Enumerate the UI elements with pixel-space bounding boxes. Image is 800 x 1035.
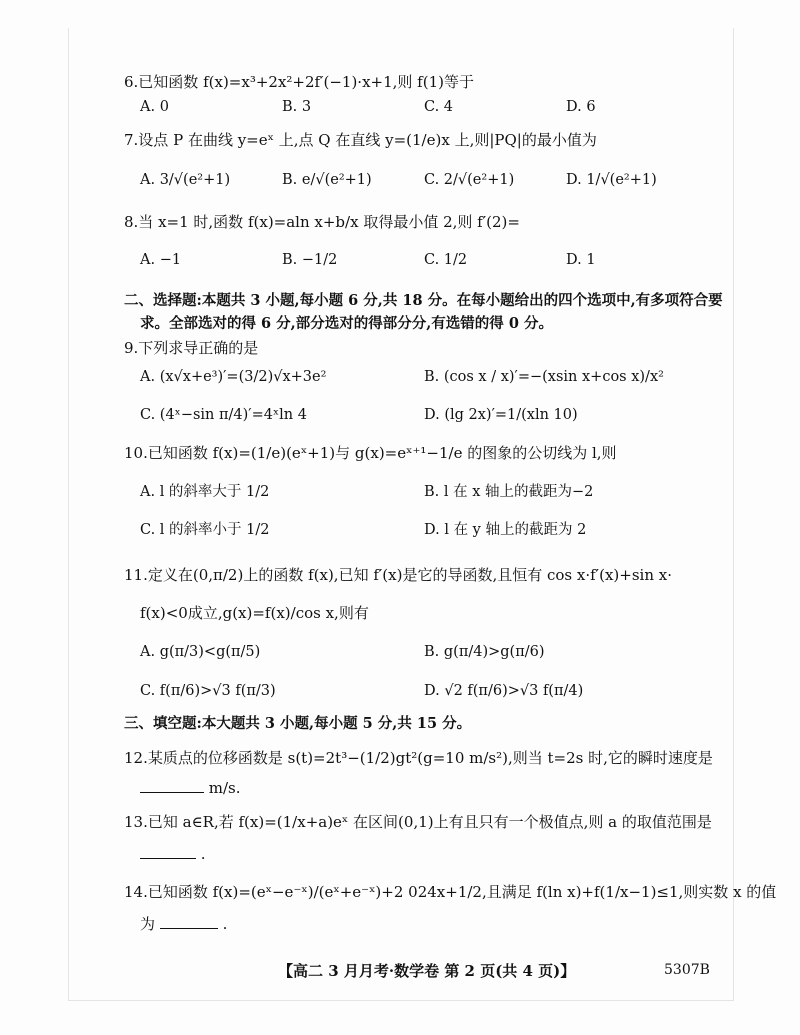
question-11-option-c: C. f(π/6)>√3 f(π/3) bbox=[140, 683, 276, 699]
section-2-instructions: 求。全部选对的得 6 分,部分选对的得部分分,有选错的得 0 分。 bbox=[140, 315, 553, 332]
question-13-stem-line-1: 13.已知 a∈R,若 f(x)=(1/x+a)eˣ 在区间(0,1)上有且只有一个极值点,则 a 的取值范围是 bbox=[124, 813, 712, 831]
section-2-heading: 二、选择题:本题共 3 小题,每小题 6 分,共 18 分。在每小题给出的四个选项中,有多项符合要 bbox=[124, 292, 723, 309]
page-footer: 【高二 3 月月考·数学卷 第 2 页(共 4 页)】 bbox=[278, 962, 576, 980]
question-6-option-c: C. 4 bbox=[424, 99, 454, 115]
question-13-period: . bbox=[200, 845, 206, 863]
question-10-option-c: C. l 的斜率小于 1/2 bbox=[140, 522, 270, 538]
question-11-option-d: D. √2 f(π/6)>√3 f(π/4) bbox=[424, 683, 584, 699]
question-10-option-d: D. l 在 y 轴上的截距为 2 bbox=[424, 522, 587, 538]
question-14-stem-line-1: 14.已知函数 f(x)=(eˣ−e⁻ˣ)/(eˣ+e⁻ˣ)+2 024x+1/2,且满足 f(ln x)+f(1/x−1)≤1,则实数 x 的值 bbox=[124, 883, 777, 901]
question-12-answer-line bbox=[140, 778, 241, 798]
question-12-unit: m/s. bbox=[208, 779, 241, 797]
question-10-stem: 10.已知函数 f(x)=(1/e)(eˣ+1)与 g(x)=eˣ⁺¹−1/e 的图象的公切线为 l,则 bbox=[124, 444, 617, 462]
question-10-option-b: B. l 在 x 轴上的截距为−2 bbox=[424, 484, 594, 500]
question-14-answer-line bbox=[140, 914, 227, 934]
question-10-option-a: A. l 的斜率大于 1/2 bbox=[140, 484, 270, 500]
question-8-option-c: C. 1/2 bbox=[424, 252, 468, 268]
question-11-stem-line-1: 11.定义在(0,π/2)上的函数 f(x),已知 f′(x)是它的导函数,且恒有 cos x·f′(x)+sin x· bbox=[124, 566, 672, 584]
question-7-option-c: C. 2/√(e²+1) bbox=[424, 172, 515, 188]
question-14-period: . bbox=[222, 915, 228, 933]
question-11-stem-line-2: f(x)<0成立,g(x)=f(x)/cos x,则有 bbox=[140, 604, 369, 622]
question-7-stem: 7.设点 P 在曲线 y=eˣ 上,点 Q 在直线 y=(1/e)x 上,则|PQ|的最小值为 bbox=[124, 131, 597, 149]
question-9-stem: 9.下列求导正确的是 bbox=[124, 339, 259, 357]
question-9-option-d: D. (lg 2x)′=1/(xln 10) bbox=[424, 407, 578, 423]
question-8-option-d: D. 1 bbox=[566, 252, 596, 268]
answer-blank[interactable] bbox=[140, 778, 204, 793]
question-8-stem: 8.当 x=1 时,函数 f(x)=aln x+b/x 取得最小值 2,则 f′(2)= bbox=[124, 213, 520, 231]
paper-code: 5307B bbox=[664, 962, 710, 978]
answer-blank[interactable] bbox=[160, 914, 218, 929]
question-8-option-b: B. −1/2 bbox=[282, 252, 338, 268]
question-6-stem: 6.已知函数 f(x)=x³+2x²+2f′(−1)·x+1,则 f(1)等于 bbox=[124, 73, 474, 91]
question-7-option-a: A. 3/√(e²+1) bbox=[140, 172, 231, 188]
question-9-option-a: A. (x√x+e³)′=(3/2)√x+3e² bbox=[140, 369, 327, 385]
question-9-option-c: C. (4ˣ−sin π/4)′=4ˣln 4 bbox=[140, 407, 307, 423]
question-11-option-a: A. g(π/3)<g(π/5) bbox=[140, 644, 261, 660]
answer-blank[interactable] bbox=[140, 844, 196, 859]
question-14-lead: 为 bbox=[140, 915, 156, 933]
question-6-option-d: D. 6 bbox=[566, 99, 596, 115]
question-11-option-b: B. g(π/4)>g(π/6) bbox=[424, 644, 545, 660]
question-12-stem-line-1: 12.某质点的位移函数是 s(t)=2t³−(1/2)gt²(g=10 m/s²),则当 t=2s 时,它的瞬时速度是 bbox=[124, 749, 713, 767]
question-8-option-a: A. −1 bbox=[140, 252, 182, 268]
question-9-option-b: B. (cos x / x)′=−(xsin x+cos x)/x² bbox=[424, 369, 664, 385]
question-13-answer-line bbox=[140, 844, 206, 864]
question-6-option-b: B. 3 bbox=[282, 99, 312, 115]
question-7-option-b: B. e/√(e²+1) bbox=[282, 172, 372, 188]
question-7-option-d: D. 1/√(e²+1) bbox=[566, 172, 657, 188]
section-3-heading: 三、填空题:本大题共 3 小题,每小题 5 分,共 15 分。 bbox=[124, 715, 472, 732]
question-6-option-a: A. 0 bbox=[140, 99, 169, 115]
